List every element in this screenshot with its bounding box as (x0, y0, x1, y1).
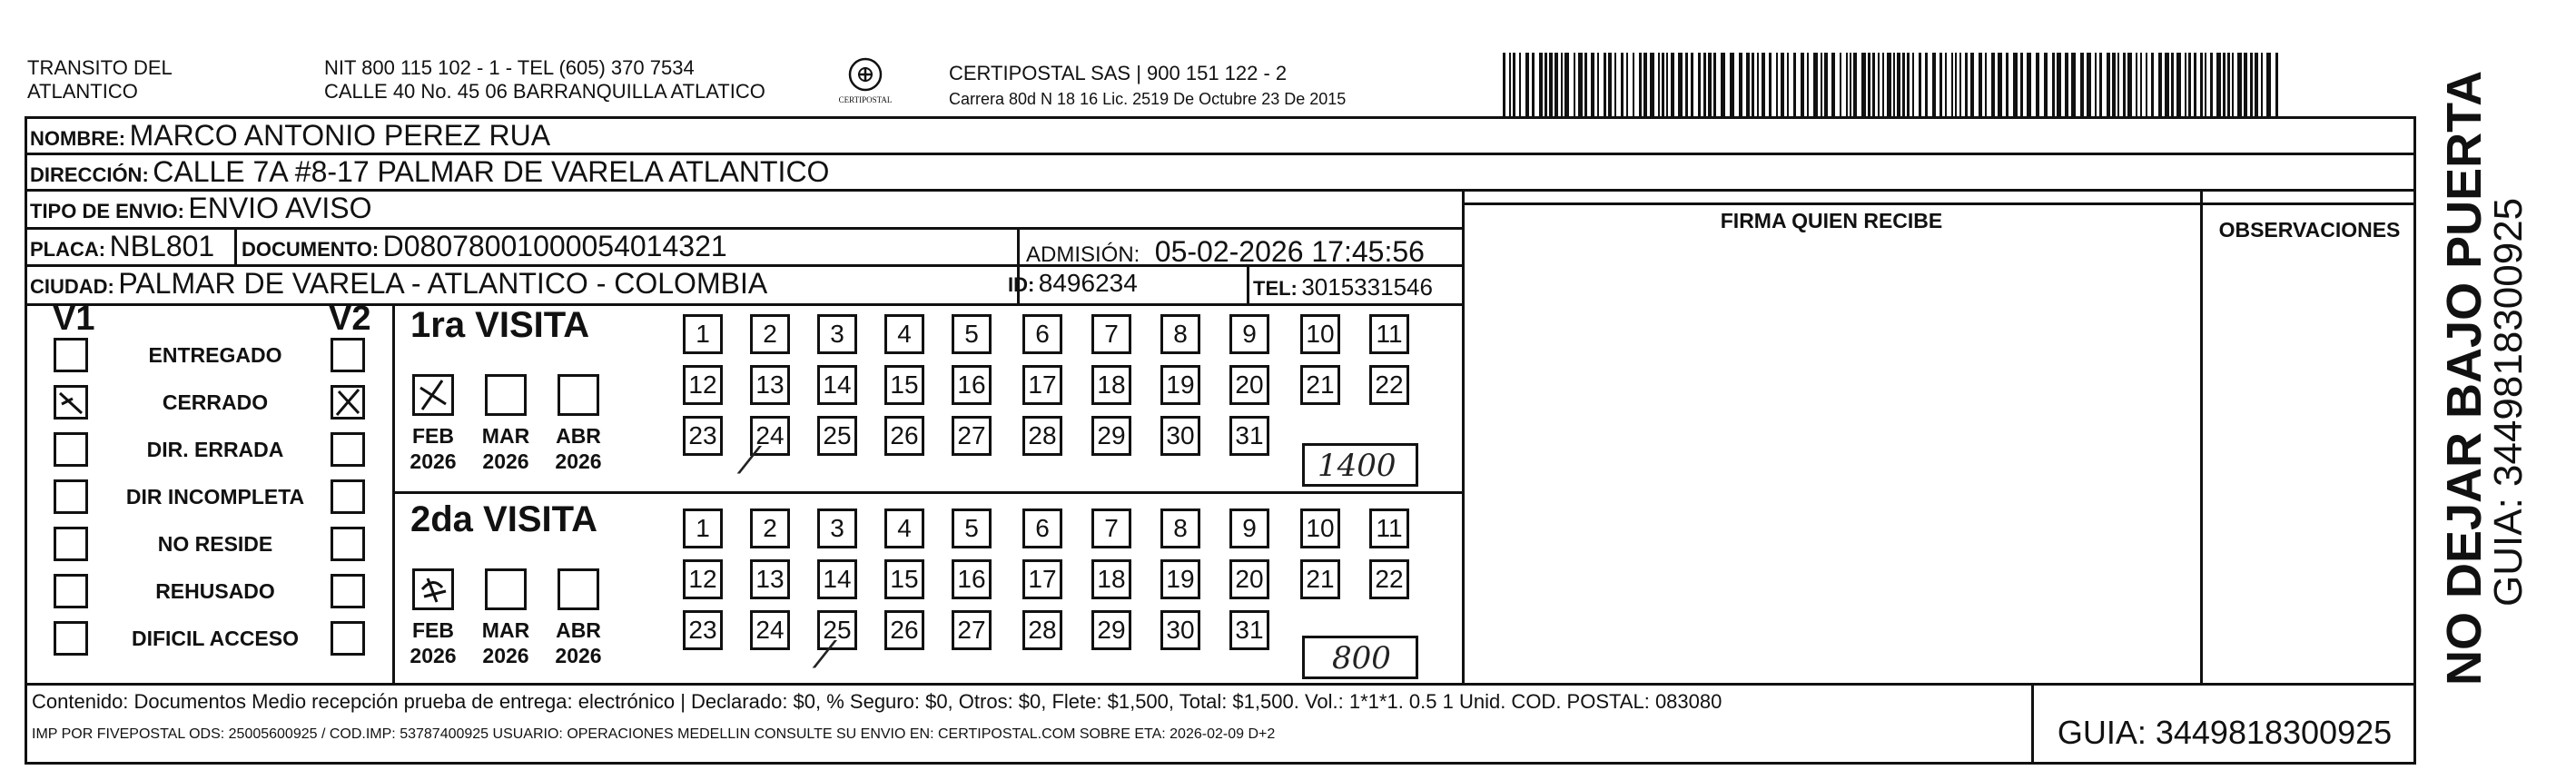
barcode-bar (1897, 53, 1900, 118)
visit2-day-24[interactable]: 24 (750, 610, 790, 650)
barcode-bar (2036, 53, 2039, 118)
barcode-bar (1721, 53, 1725, 118)
v2-checkbox-entregado[interactable] (331, 338, 365, 372)
barcode-bar (1872, 53, 1875, 118)
barcode-bar (2127, 53, 2132, 118)
barcode-bar (1861, 53, 1866, 118)
barcode-bar (1853, 53, 1857, 118)
barcode-bar (1955, 53, 1957, 118)
barcode-bar (2216, 53, 2221, 118)
visit1-title: 1ra VISITA (410, 305, 590, 345)
v1-label: V1 (53, 300, 95, 338)
barcode-bar (2044, 53, 2048, 118)
barcode-bar (1633, 53, 1634, 118)
footer-content-line: Contenido: Documentos Medio recepción prueba de entrega: electrónico | Declarado: $0, % Seguro: $0, Otros: $0, Flete: $1,500, Total: $1,500. Vol.: 1*1*1. 0.5 1 Unid. COD. POSTAL: 083080 (32, 690, 1722, 713)
barcode-bar (1608, 53, 1612, 118)
ciudad-field (30, 266, 767, 307)
visit1-day-8[interactable]: 8 (1160, 314, 1200, 354)
barcode-bar (1991, 53, 1995, 118)
visit1-day-28[interactable]: 28 (1022, 416, 1062, 456)
barcode-bar (2232, 53, 2234, 118)
admision-value: 05-02-2026 17:45:56 (1154, 235, 1425, 268)
barcode-bar (1513, 53, 1515, 118)
visit2-day-25[interactable]: 25 (817, 610, 857, 650)
barcode-bar (2087, 53, 2091, 118)
visit2-day-10[interactable]: 10 (1300, 508, 1340, 548)
barcode-bar (2171, 53, 2174, 118)
footer-guia: GUIA: 3449818300925 (2057, 714, 2393, 751)
nombre-label: NOMBRE: (30, 127, 126, 150)
v1-checkbox-rehusado[interactable] (54, 574, 88, 608)
barcode-bar (1730, 53, 1734, 118)
visit2-month-mar: MAR 2026 (481, 618, 530, 667)
barcode-bar (1662, 53, 1664, 118)
visit2-day-2[interactable]: 2 (750, 508, 790, 548)
barcode-bar (2080, 53, 2084, 118)
visit1-month-feb: FEB 2026 (410, 424, 457, 473)
visit2-day-27[interactable]: 27 (952, 610, 992, 650)
barcode-bar (1532, 53, 1535, 118)
barcode-bar (1831, 53, 1835, 118)
barcode-bar (2266, 53, 2271, 118)
nombre-field (30, 118, 550, 159)
tipo-envio-value: ENVIO AVISO (188, 192, 372, 224)
logo-icon (847, 56, 883, 93)
barcode-bar (2188, 53, 2191, 118)
barcode-bar (1769, 53, 1772, 118)
org-line-1: TRANSITO DEL (27, 56, 173, 79)
visit2-day-17[interactable]: 17 (1022, 559, 1062, 599)
footer-imp-line: IMP POR FIVEPOSTAL ODS: 25005600925 / COD.IMP: 53787400925 USUARIO: OPERACIONES MEDELLIN CONSULTE SU ENVIO EN: CERTIPOSTAL.COM SOBRE ETA: 2026-02-09 D+2 (32, 726, 1276, 742)
side-warning: NO DEJAR BAJO PUERTA (2437, 70, 2492, 686)
barcode-bar (1925, 53, 1928, 118)
barcode-bar (1549, 53, 1553, 118)
id-value: 8496234 (1038, 269, 1138, 297)
observations-area[interactable] (2203, 238, 2415, 681)
barcode-bar (1509, 53, 1511, 118)
barcode-bar (1503, 53, 1505, 118)
ciudad-label: CIUDAD: (30, 275, 114, 298)
barcode-bar (1564, 53, 1569, 118)
visit2-month-box-feb[interactable] (412, 568, 454, 610)
barcode-bar (2071, 53, 2076, 118)
visit2-day-1[interactable]: 1 (683, 508, 723, 548)
barcode-bar (1907, 53, 1910, 118)
visit2-day-3[interactable]: 3 (817, 508, 857, 548)
company-line-2: Carrera 80d N 18 16 Lic. 2519 De Octubre 23 De 2015 (949, 90, 1347, 108)
barcode-bar (1685, 53, 1688, 118)
barcode (1503, 53, 2284, 118)
barcode-bar (2065, 53, 2068, 118)
visit2-day-29[interactable]: 29 (1091, 610, 1131, 650)
company-block (949, 62, 1346, 109)
id-field (1008, 266, 1138, 305)
nit-block (324, 56, 765, 104)
visit1-day-10[interactable]: 10 (1300, 314, 1340, 354)
visit1-day-23[interactable]: 23 (683, 416, 723, 456)
barcode-bar (1813, 53, 1818, 118)
status-no-reside: NO RESIDE (157, 532, 273, 556)
barcode-bar (1893, 53, 1895, 118)
v2-label: V2 (329, 300, 371, 338)
barcode-bar (1703, 53, 1706, 118)
visit2-month-box-abr[interactable] (558, 568, 599, 610)
v1-checkbox-cerrado[interactable] (54, 385, 88, 420)
direccion-label: DIRECCIÓN: (30, 163, 149, 186)
barcode-bar (2237, 53, 2242, 118)
visit2-day-21[interactable]: 21 (1300, 559, 1340, 599)
documento-value: D08078001000054014321 (382, 230, 727, 262)
v1-checkbox-no-reside[interactable] (54, 527, 88, 561)
barcode-bar (1604, 53, 1606, 118)
barcode-bar (1519, 53, 1521, 118)
barcode-bar (1912, 53, 1914, 118)
barcode-bar (2027, 53, 2031, 118)
barcode-bar (1985, 53, 1987, 118)
id-label: ID: (1008, 273, 1035, 296)
barcode-bar (1919, 53, 1921, 118)
visit1-day-31[interactable]: 31 (1229, 416, 1269, 456)
check-mark-icon (333, 388, 362, 417)
firma-header: FIRMA QUIEN RECIBE (1720, 209, 1943, 232)
barcode-bar (2057, 53, 2061, 118)
barcode-bar (1965, 53, 1968, 118)
visit1-day-26[interactable]: 26 (884, 416, 924, 456)
barcode-bar (2194, 53, 2196, 118)
visit1-day-1[interactable]: 1 (683, 314, 723, 354)
barcode-bar (1739, 53, 1742, 118)
barcode-bar (2185, 53, 2186, 118)
barcode-bar (2146, 53, 2147, 118)
barcode-bar (2140, 53, 2142, 118)
barcode-bar (1658, 53, 1660, 118)
visit1-day-29[interactable]: 29 (1091, 416, 1131, 456)
tipo-envio-field (30, 191, 372, 232)
visit2-handwritten-time: 800 (1332, 640, 1391, 676)
visit1-day-2[interactable]: 2 (750, 314, 790, 354)
visit1-day-16[interactable]: 16 (952, 365, 992, 405)
barcode-bar (1597, 53, 1599, 118)
visit2-day-13[interactable]: 13 (750, 559, 790, 599)
barcode-bar (2261, 53, 2263, 118)
barcode-bar (1807, 53, 1809, 118)
barcode-bar (1932, 53, 1936, 118)
visit2-day-5[interactable]: 5 (952, 508, 992, 548)
visit2-day-31[interactable]: 31 (1229, 610, 1269, 650)
nit-line-1: NIT 800 115 102 - 1 - TEL (605) 370 7534 (324, 56, 695, 79)
tel-label: TEL: (1253, 277, 1298, 300)
nombre-value: MARCO ANTONIO PEREZ RUA (129, 119, 551, 152)
barcode-bar (1951, 53, 1953, 118)
company-line-1: CERTIPOSTAL SAS | 900 151 122 - 2 (949, 62, 1288, 84)
v2-checkbox-rehusado[interactable] (331, 574, 365, 608)
barcode-bar (1868, 53, 1870, 118)
visit1-month-mar: MAR 2026 (481, 424, 530, 473)
barcode-bar (1970, 53, 1974, 118)
visit2-day-7[interactable]: 7 (1091, 508, 1131, 548)
barcode-bar (2095, 53, 2097, 118)
visit1-day-5[interactable]: 5 (952, 314, 992, 354)
visit2-day-8[interactable]: 8 (1160, 508, 1200, 548)
barcode-bar (1708, 53, 1712, 118)
tel-field (1253, 270, 1433, 309)
barcode-bar (2205, 53, 2206, 118)
visit2-day-20[interactable]: 20 (1229, 559, 1269, 599)
barcode-bar (2112, 53, 2116, 118)
barcode-bar (1824, 53, 1828, 118)
barcode-bar (1525, 53, 1529, 118)
placa-field (30, 229, 214, 270)
visit1-month-box-feb[interactable] (412, 374, 454, 416)
barcode-bar (1757, 53, 1759, 118)
visit1-day-13[interactable]: 13 (750, 365, 790, 405)
side-guia: GUIA: 3449818300925 (2486, 197, 2531, 607)
barcode-bar (1821, 53, 1822, 118)
barcode-bar (1945, 53, 1947, 118)
visit2-day-22[interactable]: 22 (1369, 559, 1409, 599)
visit1-day-24[interactable]: 24 (750, 416, 790, 456)
barcode-bar (1878, 53, 1880, 118)
barcode-bar (1979, 53, 1982, 118)
nit-line-2: CALLE 40 No. 45 06 BARRANQUILLA ATLATICO (324, 80, 765, 103)
barcode-bar (1902, 53, 1905, 118)
visit2-day-6[interactable]: 6 (1022, 508, 1062, 548)
visit2-day-mark-icon: ⁄ (822, 634, 828, 676)
v2-checkbox-dificil-acceso[interactable] (331, 621, 365, 656)
visit1-month-box-mar[interactable] (485, 374, 527, 416)
barcode-bar (2117, 53, 2119, 118)
visit2-day-4[interactable]: 4 (884, 508, 924, 548)
barcode-bar (1959, 53, 1961, 118)
observaciones-header: OBSERVACIONES (2218, 218, 2401, 242)
barcode-bar (2107, 53, 2110, 118)
documento-field (242, 229, 727, 270)
visit2-day-19[interactable]: 19 (1160, 559, 1200, 599)
barcode-bar (2158, 53, 2162, 118)
barcode-bar (1998, 53, 2002, 118)
status-dir-errada: DIR. ERRADA (146, 438, 284, 461)
barcode-bar (1776, 53, 1778, 118)
barcode-bar (2136, 53, 2137, 118)
barcode-bar (1574, 53, 1575, 118)
visit1-day-11[interactable]: 11 (1369, 314, 1409, 354)
visit2-day-14[interactable]: 14 (817, 559, 857, 599)
barcode-bar (1691, 53, 1693, 118)
visit2-month-abr: ABR 2026 (555, 618, 602, 667)
status-dificil-acceso: DIFICIL ACCESO (131, 627, 299, 650)
barcode-bar (2052, 53, 2055, 118)
visit2-day-30[interactable]: 30 (1160, 610, 1200, 650)
v1-checkbox-dir-errada[interactable] (54, 432, 88, 467)
direccion-field (30, 154, 829, 195)
barcode-bar (1626, 53, 1628, 118)
barcode-bar (1666, 53, 1668, 118)
visit2-day-28[interactable]: 28 (1022, 610, 1062, 650)
direccion-value: CALLE 7A #8-17 PALMAR DE VARELA ATLANTICO (153, 155, 830, 188)
barcode-bar (1939, 53, 1942, 118)
status-entregado: ENTREGADO (148, 343, 282, 367)
barcode-bar (1584, 53, 1587, 118)
barcode-bar (1882, 53, 1884, 118)
barcode-bar (1554, 53, 1558, 118)
org-name (27, 56, 173, 104)
status-rehusado: REHUSADO (155, 579, 275, 603)
certipostal-logo (834, 56, 897, 104)
visit2-day-23[interactable]: 23 (683, 610, 723, 650)
barcode-bar (1781, 53, 1784, 118)
barcode-bar (1746, 53, 1750, 118)
visit1-day-21[interactable]: 21 (1300, 365, 1340, 405)
status-cerrado: CERRADO (162, 390, 269, 414)
barcode-bar (1713, 53, 1716, 118)
barcode-bar (2244, 53, 2247, 118)
barcode-bar (2099, 53, 2102, 118)
visit1-day-3[interactable]: 3 (817, 314, 857, 354)
v2-checkbox-dir-incompleta[interactable] (331, 479, 365, 514)
check-mark-icon (56, 388, 85, 417)
barcode-bar (1591, 53, 1594, 118)
status-dir-incompleta: DIR INCOMPLETA (125, 485, 305, 508)
admision-label: ADMISIÓN: (1026, 242, 1140, 267)
barcode-bar (1801, 53, 1804, 118)
barcode-bar (2255, 53, 2258, 118)
barcode-bar (1787, 53, 1789, 118)
visit2-day-26[interactable]: 26 (884, 610, 924, 650)
check-mark-icon (415, 571, 451, 607)
barcode-bar (2165, 53, 2169, 118)
barcode-bar (2006, 53, 2008, 118)
visit1-day-19[interactable]: 19 (1160, 365, 1200, 405)
v2-checkbox-no-reside[interactable] (331, 527, 365, 561)
barcode-bar (1545, 53, 1547, 118)
barcode-bar (1887, 53, 1891, 118)
visit1-day-mark-icon: ⁄ (746, 439, 753, 482)
barcode-bar (2123, 53, 2126, 118)
placa-value: NBL801 (109, 230, 215, 262)
barcode-bar (1539, 53, 1543, 118)
barcode-bar (2013, 53, 2018, 118)
placa-label: PLACA: (30, 238, 106, 261)
barcode-bar (1793, 53, 1796, 118)
visit1-day-17[interactable]: 17 (1022, 365, 1062, 405)
barcode-bar (1678, 53, 1683, 118)
visit2-day-15[interactable]: 15 (884, 559, 924, 599)
visit2-month-feb: FEB 2026 (410, 618, 457, 667)
tel-value: 3015331546 (1301, 273, 1433, 301)
barcode-bar (2200, 53, 2203, 118)
barcode-bar (1643, 53, 1647, 118)
v1-checkbox-dificil-acceso[interactable] (54, 621, 88, 656)
ciudad-value: PALMAR DE VARELA - ATLANTICO - COLOMBIA (118, 267, 768, 300)
visit1-day-25[interactable]: 25 (817, 416, 857, 456)
barcode-bar (1762, 53, 1765, 118)
barcode-bar (2275, 53, 2278, 118)
visit2-month-box-mar[interactable] (485, 568, 527, 610)
barcode-bar (1671, 53, 1674, 118)
v2-checkbox-cerrado[interactable] (331, 385, 365, 420)
v1-checkbox-entregado[interactable] (54, 338, 88, 372)
visit1-day-4[interactable]: 4 (884, 314, 924, 354)
visit1-day-18[interactable]: 18 (1091, 365, 1131, 405)
signature-area[interactable] (1464, 238, 2197, 681)
tipo-envio-label: TIPO DE ENVIO: (30, 200, 184, 222)
visit1-day-20[interactable]: 20 (1229, 365, 1269, 405)
barcode-bar (2151, 53, 2154, 118)
visit1-day-14[interactable]: 14 (817, 365, 857, 405)
visit2-day-16[interactable]: 16 (952, 559, 992, 599)
visit1-day-15[interactable]: 15 (884, 365, 924, 405)
barcode-bar (1639, 53, 1642, 118)
barcode-bar (1698, 53, 1701, 118)
visit2-day-9[interactable]: 9 (1229, 508, 1269, 548)
visit1-day-30[interactable]: 30 (1160, 416, 1200, 456)
barcode-bar (1650, 53, 1654, 118)
barcode-bar (2176, 53, 2181, 118)
visit1-handwritten-time: 1400 (1318, 448, 1397, 484)
v2-checkbox-dir-errada[interactable] (331, 432, 365, 467)
visit1-day-27[interactable]: 27 (952, 416, 992, 456)
visit2-day-18[interactable]: 18 (1091, 559, 1131, 599)
barcode-bar (1561, 53, 1563, 118)
barcode-bar (1578, 53, 1583, 118)
documento-label: DOCUMENTO: (242, 238, 380, 261)
visit2-time-box[interactable] (1302, 636, 1418, 679)
visit1-day-6[interactable]: 6 (1022, 314, 1062, 354)
visit1-day-22[interactable]: 22 (1369, 365, 1409, 405)
visit1-day-9[interactable]: 9 (1229, 314, 1269, 354)
org-line-2: ATLANTICO (27, 80, 138, 103)
barcode-bar (2250, 53, 2253, 118)
barcode-bar (1621, 53, 1624, 118)
visit1-month-box-abr[interactable] (558, 374, 599, 416)
check-mark-icon (415, 377, 451, 413)
visit1-time-box[interactable] (1302, 443, 1418, 487)
visit1-day-7[interactable]: 7 (1091, 314, 1131, 354)
barcode-bar (2227, 53, 2230, 118)
barcode-bar (1752, 53, 1754, 118)
visit2-day-12[interactable]: 12 (683, 559, 723, 599)
barcode-bar (1846, 53, 1848, 118)
visit1-day-12[interactable]: 12 (683, 365, 723, 405)
visit2-day-11[interactable]: 11 (1369, 508, 1409, 548)
barcode-bar (1850, 53, 1851, 118)
barcode-bar (1840, 53, 1841, 118)
barcode-bar (2223, 53, 2226, 118)
v1-checkbox-dir-incompleta[interactable] (54, 479, 88, 514)
barcode-bar (2020, 53, 2023, 118)
visit1-month-abr: ABR 2026 (555, 424, 602, 473)
visit2-title: 2da VISITA (410, 499, 597, 539)
barcode-bar (1614, 53, 1616, 118)
logo-text: CERTIPOSTAL (838, 95, 893, 104)
barcode-bar (2210, 53, 2213, 118)
